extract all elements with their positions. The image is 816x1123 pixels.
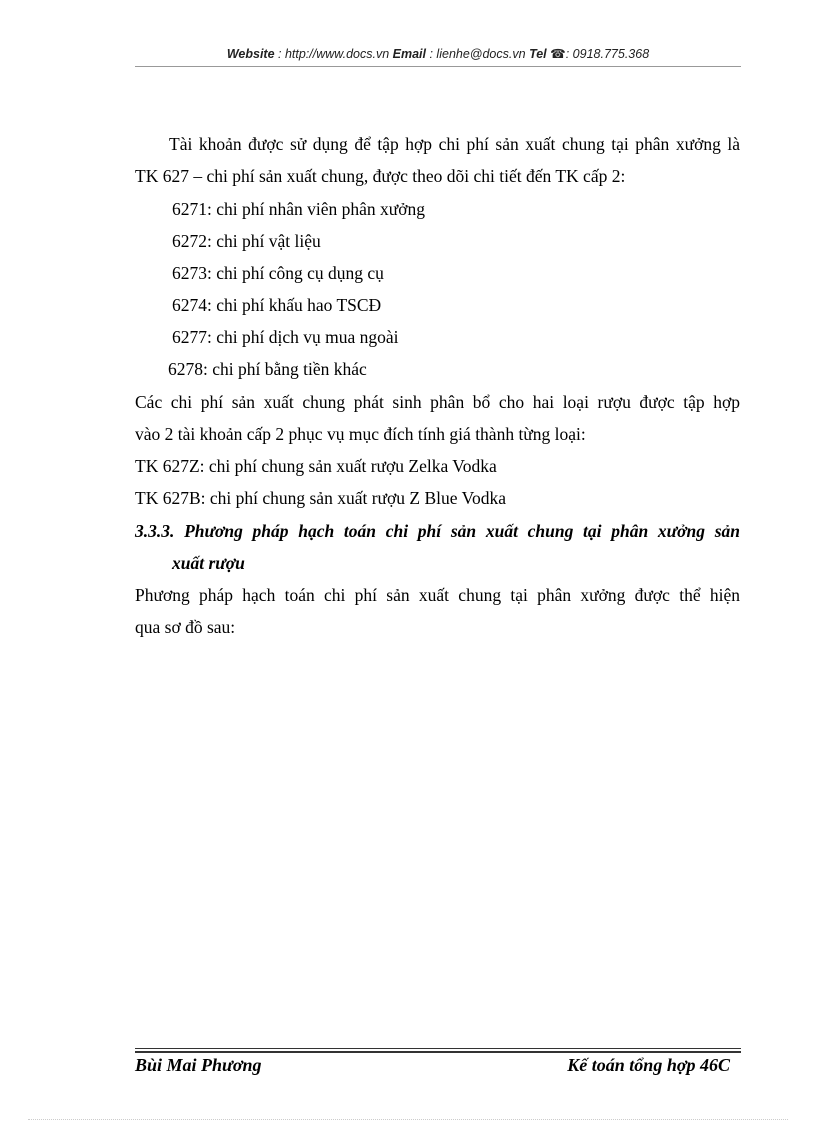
section-heading-line-1: 3.3.3. Phương pháp hạch toán chi phí sản xuất chung tại phân xưởng sản [135, 521, 740, 541]
section-heading-line-2: xuất rượu [172, 553, 245, 573]
footer-divider [135, 1048, 741, 1049]
footer-class: Kế toán tổng hợp 46C [567, 1055, 730, 1075]
account-item: 6274: chi phí khấu hao TSCĐ [172, 295, 382, 315]
tel-label: Tel [529, 47, 547, 61]
page-header [135, 46, 741, 61]
account-item: 6272: chi phí vật liệu [172, 231, 321, 251]
paragraph-3-line-1: Phương pháp hạch toán chi phí sản xuất chung tại phân xưởng được thể hiện [135, 585, 740, 605]
paragraph-3-line-2: qua sơ đồ sau: [135, 617, 236, 637]
account-item: 6273: chi phí công cụ dụng cụ [172, 263, 384, 283]
page-bottom-border [28, 1119, 788, 1120]
header-divider [135, 66, 741, 67]
footer-author: Bùi Mai Phương [135, 1055, 262, 1075]
paragraph-1-line-1: Tài khoản được sử dụng để tập hợp chi phí sản xuất chung tại phân xưởng là [169, 134, 740, 154]
phone-icon: ☎ [550, 47, 566, 61]
website-label: Website [226, 47, 275, 61]
paragraph-2-line-2: vào 2 tài khoản cấp 2 phục vụ mục đích tính giá thành từng loại: [135, 424, 586, 444]
footer-divider-thick [135, 1051, 741, 1053]
paragraph-2-line-1: Các chi phí sản xuất chung phát sinh phân bổ cho hai loại rượu được tập hợp [135, 392, 740, 412]
paragraph-1-line-2: TK 627 – chi phí sản xuất chung, được theo dõi chi tiết đến TK cấp 2: [135, 166, 626, 186]
account-item: 6271: chi phí nhân viên phân xưởng [172, 199, 426, 219]
account-627z: TK 627Z: chi phí chung sản xuất rượu Zelka Vodka [135, 456, 497, 476]
email-label: Email [392, 47, 427, 61]
tel-value: : 0918.775.368 [565, 47, 650, 61]
email-value: : lienhe@docs.vn [426, 47, 526, 61]
account-item: 6277: chi phí dịch vụ mua ngoài [172, 327, 399, 347]
account-item: 6278: chi phí bằng tiền khác [168, 359, 367, 379]
account-627b: TK 627B: chi phí chung sản xuất rượu Z Blue Vodka [135, 488, 506, 508]
website-value: : http://www.docs.vn [274, 47, 390, 61]
